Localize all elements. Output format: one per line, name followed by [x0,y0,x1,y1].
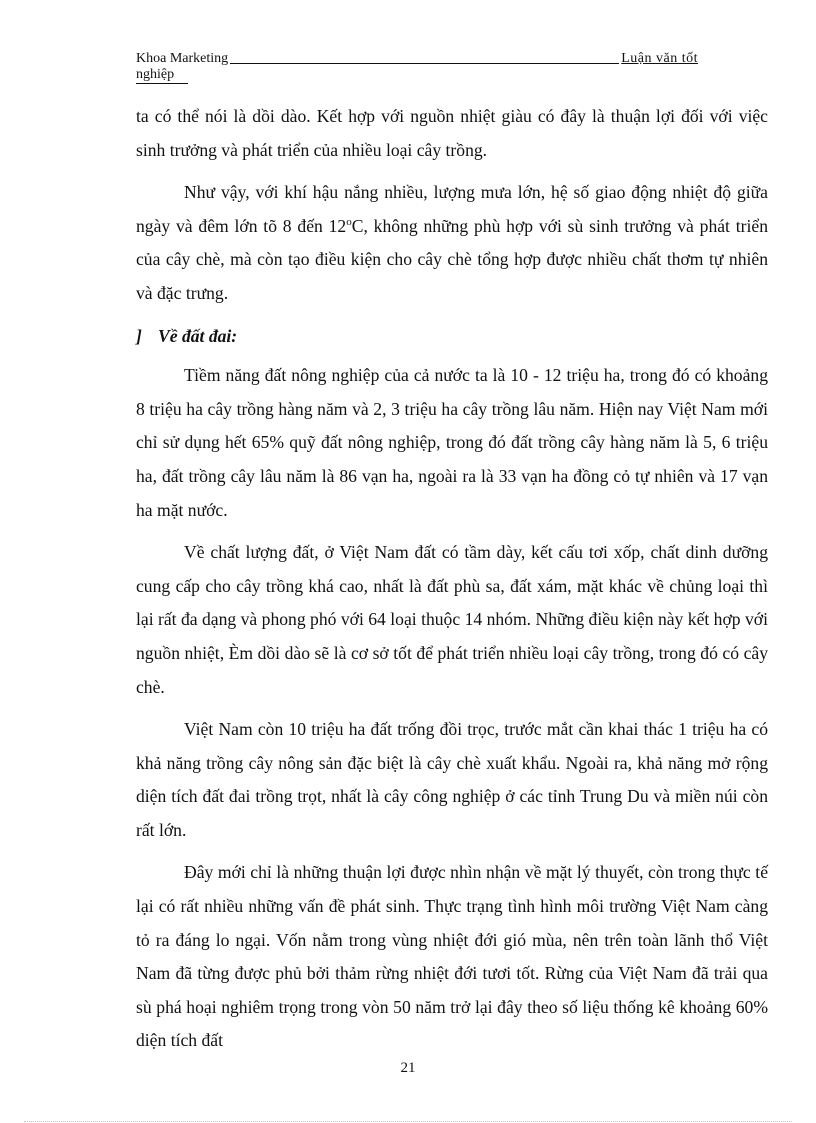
page-header [136,50,698,84]
heading-text: Về đất đai: [158,325,238,346]
page-body [136,100,768,1067]
paragraph-2-part-1: Như vậy, với khí hậu nắng nhiều, lượng mưa lớn, hệ số giao động nhiệt độ giữa ngày và đêm lớn tõ 8 đến 12 [136,182,768,236]
degree-superscript: o [346,215,352,228]
header-document-type: Luận văn tốt [621,51,698,66]
paragraph-1: ta có thể nói là dồi dào. Kết hợp với nguồn nhiệt giàu có đây là thuận lợi đối với việc sinh trưởng và phát triển của nhiều loại cây trồng. [136,106,768,160]
header-department: Khoa Marketing [136,51,229,66]
section-heading [136,320,768,354]
header-rule [230,63,619,64]
paragraph-3: Tiềm năng đất nông nghiệp của cả nước ta là 10 - 12 triệu ha, trong đó có khoảng 8 triệu ha cây trồng hàng năm và 2, 3 triệu ha cây trồng lâu năm. Hiện nay Việt Nam mới chỉ sử dụng hết 65% quỹ đất nông nghiệp, trong đó đất trồng cây hàng năm là 5, 6 triệu ha, đất trồng cây lâu năm là 86 vạn ha, ngoài ra là 33 vạn ha đồng cỏ tự nhiên và 17 vạn ha mặt nước. [136,365,768,520]
paragraph-4: Về chất lượng đất, ở Việt Nam đất có tầm dày, kết cấu tơi xốp, chất dinh dưỡng cung cấp cho cây trồng khá cao, nhất là đất phù sa, đất xám, mặt khác về chủng loại thì lại rất đa dạng và phong phó với 64 loại thuộc 14 nhóm. Những điều kiện này kết hợp với nguồn nhiệt, Èm dồi dào sẽ là cơ sở tốt để phát triển nhiều loại cây trồng, trong đó có cây chè. [136,542,768,697]
paragraph-6: Đây mới chỉ là những thuận lợi được nhìn nhận về mặt lý thuyết, còn trong thực tế lại có rất nhiều những vấn đề phát sinh. Thực trạng tình hình môi trường Việt Nam càng tỏ ra đáng lo ngại. Vốn nằm trong vùng nhiệt đới gió mùa, nên trên toàn lãnh thổ Việt Nam đã từng được phủ bởi thảm rừng nhiệt đới tươi tốt. Rừng của Việt Nam đã trải qua sù phá hoại nghiêm trọng trong vòn 50 năm trở lại đây theo số liệu thống kê khoảng 60% diện tích đất [136,862,768,1051]
paragraph-2 [136,176,768,310]
paragraph-2-part-2: C, không những phù hợp với sù sinh trưởng và phát triển của cây chè, mà còn tạo điều kiện cho cây chè tổng hợp được nhiều chất thơm tự nhiên và đặc trưng. [136,215,768,303]
heading-bullet-icon: ] [136,325,142,346]
page-bottom-border [24,1121,792,1122]
page-number: 21 [400,1060,416,1076]
header-continuation: nghiệp [136,67,188,84]
header-row [136,50,698,67]
paragraph-5: Việt Nam còn 10 triệu ha đất trống đồi trọc, trước mắt cần khai thác 1 triệu ha có khả năng trồng cây nông sản đặc biệt là cây chè xuất khẩu. Ngoài ra, khả năng mở rộng diện tích đất đai trồng trọt, nhất là cây công nghiệp ở các tỉnh Trung Du và miền núi còn rất lớn. [136,719,768,840]
